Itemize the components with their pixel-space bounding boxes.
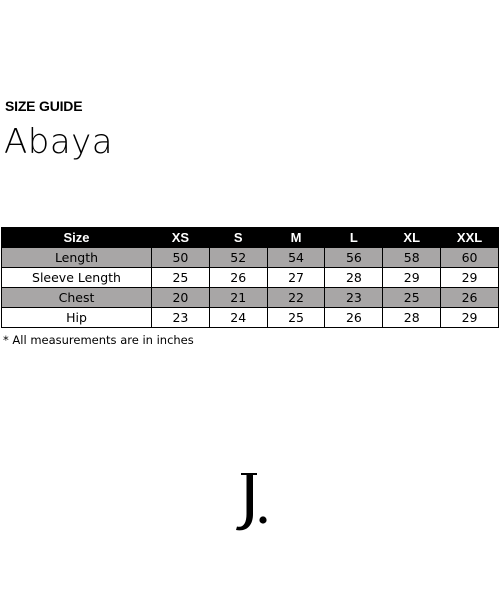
table-cell: 52	[209, 248, 267, 268]
table-cell: 26	[441, 288, 499, 308]
table-row	[2, 308, 499, 328]
j-dot-logo-icon	[232, 468, 272, 538]
table-cell: 25	[267, 308, 325, 328]
table-cell: 58	[383, 248, 441, 268]
page-title: Abaya	[4, 122, 114, 162]
table-cell: 29	[383, 268, 441, 288]
table-cell: 28	[383, 308, 441, 328]
column-header: XS	[152, 228, 210, 248]
table-cell: 24	[209, 308, 267, 328]
column-header: XXL	[441, 228, 499, 248]
size-guide-table	[1, 227, 499, 328]
table-cell: 54	[267, 248, 325, 268]
table-row	[2, 248, 499, 268]
table-cell: 50	[152, 248, 210, 268]
table-cell: 23	[325, 288, 383, 308]
table-cell: 60	[441, 248, 499, 268]
table-cell: 56	[325, 248, 383, 268]
column-header: Size	[2, 228, 152, 248]
table-row	[2, 288, 499, 308]
column-header: M	[267, 228, 325, 248]
table-header-row	[2, 228, 499, 248]
row-label: Hip	[2, 308, 152, 328]
table-cell: 23	[152, 308, 210, 328]
table-cell: 26	[325, 308, 383, 328]
row-label: Chest	[2, 288, 152, 308]
table-cell: 27	[267, 268, 325, 288]
size-guide-kicker: SIZE GUIDE	[5, 98, 83, 114]
measurement-footnote: * All measurements are in inches	[3, 333, 194, 347]
table-cell: 29	[441, 308, 499, 328]
table-cell: 22	[267, 288, 325, 308]
column-header: S	[209, 228, 267, 248]
row-label: Sleeve Length	[2, 268, 152, 288]
table-cell: 25	[152, 268, 210, 288]
table-cell: 26	[209, 268, 267, 288]
column-header: L	[325, 228, 383, 248]
table-cell: 28	[325, 268, 383, 288]
table-row	[2, 268, 499, 288]
table-cell: 21	[209, 288, 267, 308]
table-cell: 25	[383, 288, 441, 308]
row-label: Length	[2, 248, 152, 268]
table-cell: 29	[441, 268, 499, 288]
column-header: XL	[383, 228, 441, 248]
table-cell: 20	[152, 288, 210, 308]
